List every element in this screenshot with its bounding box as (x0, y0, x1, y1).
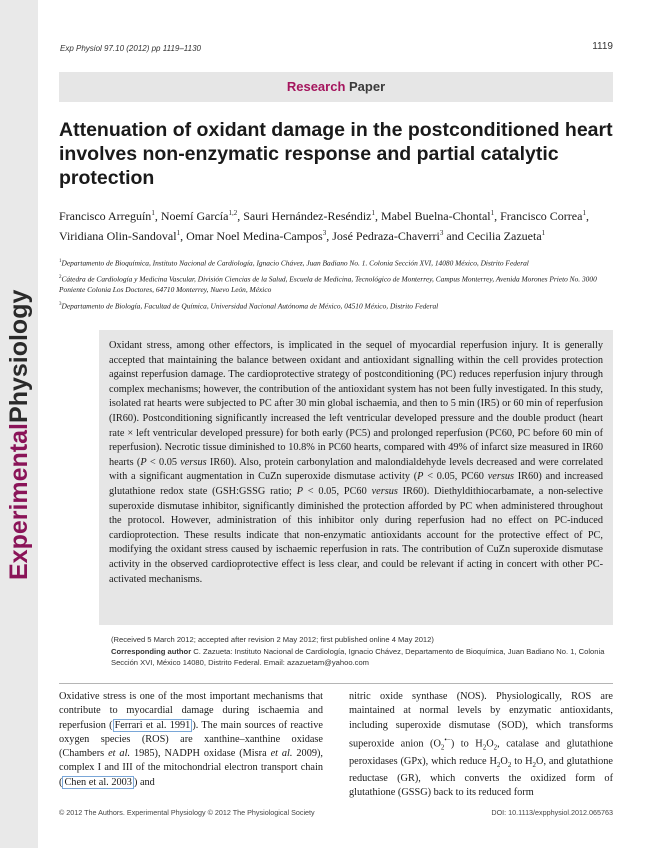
affiliations (59, 256, 599, 314)
article-title: Attenuation of oxidant damage in the postconditioned heart involves non-enzymatic response and partial catalytic protection (59, 119, 613, 189)
affiliation: $^2$Cátedra de Cardiología y Medicina Vascular, División Ciencias de la Salud, Escuela de Medicina, Tecnológico de Monterrey, Campus Monterrey, Avenida Morones Prieto No. 3000 Poniente Colonia Los Doctores, 64710 Monterrey, Nuevo León, México (59, 274, 597, 295)
author: José Pedraza-Chaverri$^3$ (332, 228, 444, 243)
author: Viridiana Olin-Sandoval$^1$, (59, 228, 187, 243)
author: Sauri Hernández-Reséndiz$^1$, (243, 209, 381, 223)
body-column-left: Oxidative stress is one of the most important mechanisms that contribute to myocardial damage during ischaemia and reperfusion ( Ferrari et al. 1991 ). The main sources of reactive oxygen species (ROS) are xanthine–xanthine oxidase (Chambers et al. 1985), NADPH oxidase (Misra et al. 2009), complex I and III of the mitochondrial electron transport chain ( Chen et al. 2003 ) and (59, 691, 324, 788)
page-number: 1119 (592, 41, 613, 52)
article-type-research: Research (286, 79, 346, 94)
article-type-band (59, 72, 613, 102)
author: Omar Noel Medina-Campos$^3$, (186, 228, 333, 243)
section-divider (59, 683, 613, 684)
journal-side-strip (0, 0, 38, 848)
corresponding-author-label: Corresponding author (111, 646, 192, 656)
doi-footer: DOI: 10.1113/expphysiol.2012.065763 (491, 808, 613, 817)
side-title-word-physiology: Physiology (5, 289, 33, 423)
author: Francisco Correa$^1$, (500, 209, 589, 223)
author-list (59, 205, 619, 244)
corresponding-author: Corresponding author C. Zazueta: Instituto Nacional de Cardiología, Ignacio Chávez, Departamento de Bioquímica, Juan Badiano No. 1, Colonia Sección XVI, México 14080, Distrito Federal. Email: azazuetam@yahoo.com (111, 646, 605, 667)
author: Francisco Arreguín$^1$, (59, 209, 161, 223)
article-history (111, 634, 611, 669)
author: Noemí García$^{1,2}$, (160, 209, 244, 223)
received-dates: (Received 5 March 2012; accepted after revision 2 May 2012; first published online 4 May 2012) (111, 635, 434, 644)
affiliation: $^3$Departamento de Biología, Facultad de Química, Universidad Nacional Autónoma de México, 04510 México, Distrito Federal (59, 301, 439, 311)
journal-side-title (2, 240, 36, 580)
abstract-text: Oxidant stress, among other effectors, is implicated in the sequel of myocardial reperfusion injury. It is generally accepted that maintaining the balance between oxidant and antioxidant signalling within the cell provides protection against reperfusion damage. The cardioprotective strategy of postconditioning (PC) reduces reperfusion injury through complex mechanisms; however, the contribution of the antioxidant system has not been fully investigated. In this study, isolated rat hearts were subjected to PC after 30 min global ischaemia, and then to 5 min (IR5) or 60 min of reperfusion (IR60). Postconditioning significantly increased the left ventricular developed pressure and the double product (heart rate × left ventricular developed pressure) for both early (PC5) and prolonged reperfusion (PC60, PC before 60 min of reperfusion). Necrotic tissue diminished to 10.8% in PC60 hearts, compared with 49% of infarct size measured in IR60 hearts (P < 0.05 versus IR60). Also, protein carbonylation and malondialdehyde levels decreased and were correlated with a significant augmentation in CuZn superoxide dismutase activity (P < 0.05, PC60 versus IR60) and increased glutathione redox state (GSH:GSSG ratio; P < 0.05, PC60 versus IR60). Diethyldithiocarbamate, a non-selective superoxide dismutase inhibitor, significantly diminished the protection afforded by PC when administered throughout the protocol. However, administration of this inhibitor only during reperfusion had no effect on PC-induced cardioprotection. These results indicate that non-enzymatic antioxidants account for the protective effect of PC, modifying the oxidant stress caused by ischaemic reperfusion in rats. The contribution of CuZn superoxide dismutase activity in the observed cardioprotective effect is less clear, and could be relevant if acting in concert with other PC-activated mechanisms. (109, 340, 603, 585)
abstract-box (99, 330, 613, 625)
citation-link[interactable]: Ferrari et al. 1991 (114, 719, 191, 731)
body-column-right: nitric oxide synthase (NOS). Physiologically, ROS are maintained at normal levels by enzymatic antioxidants, including superoxide dismutase (SOD), which transforms superoxide anion $(O_2^{•-})$ to $H_2O_2$, catalase and glutathione peroxidases (GPx), which reduce $H_2O_2$ to $H_2O$, and glutathione reductase (GR), which converts the oxidized form of glutathione (GSSG) back to its reduced form (349, 691, 613, 799)
citation-link[interactable]: Chen et al. 2003 (64, 776, 132, 788)
author: Mabel Buelna-Chontal$^1$, (380, 209, 501, 223)
copyright-footer: © 2012 The Authors. Experimental Physiology © 2012 The Physiological Society (59, 808, 315, 817)
running-head: Exp Physiol 97.10 (2012) pp 1119–1130 (60, 44, 201, 53)
side-title-word-experimental: Experimental (5, 422, 33, 580)
affiliation: $^1$Departamento de Bioquímica, Instituto Nacional de Cardiología, Ignacio Chávez, Juan Badiano No. 1. Colonia Sección XVI, 14080 México, Distrito Federal (59, 258, 529, 268)
author: and Cecilia Zazueta$^1$ (446, 228, 546, 243)
article-type-paper: Paper (349, 79, 386, 94)
